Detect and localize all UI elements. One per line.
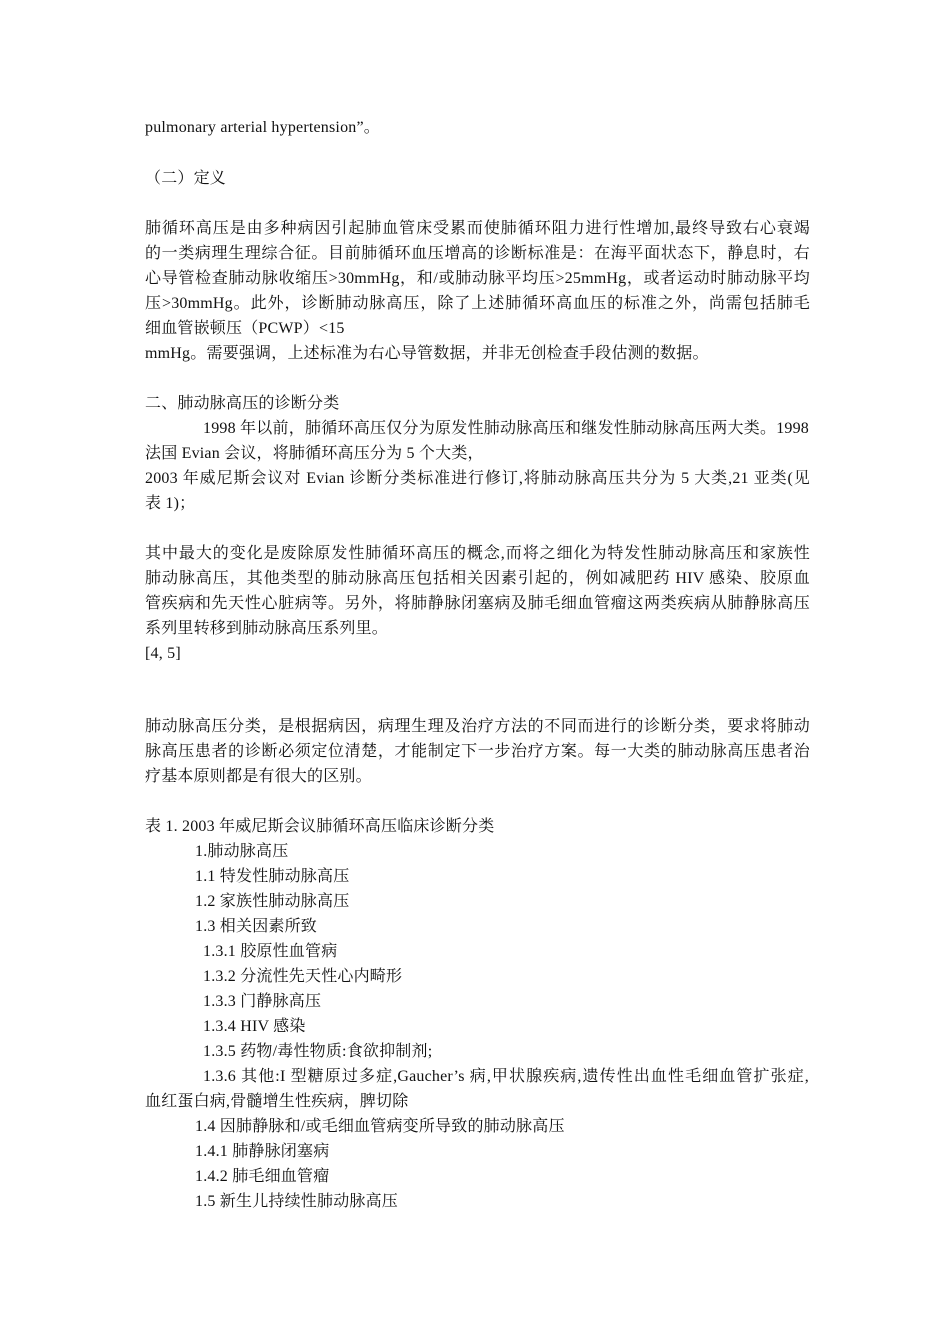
classification-para1-line: 2003 年威尼斯会议对 Evian 诊断分类标准进行修订,将肺动脉高压共分为 5 大类,21 亚类(见	[145, 470, 810, 487]
classification-para2-line: 系列里转移到肺动脉高压系列里。	[145, 620, 389, 637]
definition-line: 心导管检查肺动脉收缩压>30mmHg，和/或肺动脉平均压>25mmHg，或者运动时肺动脉平均	[145, 270, 810, 287]
table1-item: 1.5 新生儿持续性肺动脉高压	[195, 1193, 399, 1210]
classification-para3-line: 疗基本原则都是有很大的区别。	[145, 768, 372, 785]
table1-item: 1.1 特发性肺动脉高压	[195, 868, 350, 885]
table1-item: 1.4.1 肺静脉闭塞病	[195, 1143, 330, 1160]
table1-item: 1.4.2 肺毛细血管瘤	[195, 1168, 330, 1185]
definition-line: 肺循环高压是由多种病因引起肺血管床受累而使肺循环阻力进行性增加,最终导致右心衰竭	[145, 220, 810, 237]
table1-item: 1.3.3 门静脉高压	[203, 993, 322, 1010]
table1-item: 1.4 因肺静脉和/或毛细血管病变所导致的肺动脉高压	[195, 1118, 565, 1135]
reference-citation: [4, 5]	[145, 645, 181, 662]
table1-item: 1.3.6 其他:I 型糖原过多症,Gaucher’s 病,甲状腺疾病,遗传性出血性毛细血管扩张症,	[203, 1068, 809, 1085]
classification-para2-line: 管疾病和先天性心脏病等。另外，将肺静脉闭塞病及肺毛细血管瘤这两类疾病从肺静脉高压	[145, 595, 810, 612]
table1-item: 1.2 家族性肺动脉高压	[195, 893, 350, 910]
definition-heading: （二）定义	[145, 170, 227, 187]
definition-line: 的一类病理生理综合征。目前肺循环血压增高的诊断标准是：在海平面状态下，静息时，右	[145, 245, 810, 262]
classification-para1-line: 1998 年以前，肺循环高压仅分为原发性肺动脉高压和继发性肺动脉高压两大类。1998	[203, 420, 809, 437]
classification-para2-line: 肺动脉高压，其他类型的肺动脉高压包括相关因素引起的，例如减肥药 HIV 感染、胶原血	[145, 570, 810, 587]
table1-item: 1.3.4 HIV 感染	[203, 1018, 306, 1035]
definition-line: 压>30mmHg。此外，诊断肺动脉高压，除了上述肺循环高血压的标准之外，尚需包括肺毛	[145, 295, 810, 312]
classification-para3-line: 肺动脉高压分类，是根据病因，病理生理及治疗方法的不同而进行的诊断分类，要求将肺动	[145, 718, 810, 735]
table1-item: 血红蛋白病,骨髓增生性疾病，脾切除	[145, 1093, 409, 1110]
classification-para1-line: 表 1)；	[145, 495, 196, 512]
intro-tail-text: pulmonary arterial hypertension”。	[145, 119, 380, 136]
classification-heading: 二、肺动脉高压的诊断分类	[145, 395, 340, 412]
table1-item: 1.3.1 胶原性血管病	[203, 943, 338, 960]
definition-line: 细血管嵌顿压（PCWP）<15	[145, 320, 345, 337]
classification-para1-line: 法国 Evian 会议，将肺循环高压分为 5 个大类，	[145, 445, 484, 462]
classification-para2-line: 其中最大的变化是废除原发性肺循环高压的概念,而将之细化为特发性肺动脉高压和家族性	[145, 545, 810, 562]
table1-item: 1.3.5 药物/毒性物质:食欲抑制剂;	[203, 1043, 433, 1060]
definition-line: mmHg。需要强调，上述标准为右心导管数据，并非无创检查手段估测的数据。	[145, 345, 709, 362]
table1-item: 1.3.2 分流性先天性心内畸形	[203, 968, 403, 985]
table1-item: 1.肺动脉高压	[195, 843, 289, 860]
classification-para3-line: 脉高压患者的诊断必须定位清楚，才能制定下一步治疗方案。每一大类的肺动脉高压患者治	[145, 743, 810, 760]
table1-title: 表 1. 2003 年威尼斯会议肺循环高压临床诊断分类	[145, 818, 495, 835]
table1-item: 1.3 相关因素所致	[195, 918, 318, 935]
